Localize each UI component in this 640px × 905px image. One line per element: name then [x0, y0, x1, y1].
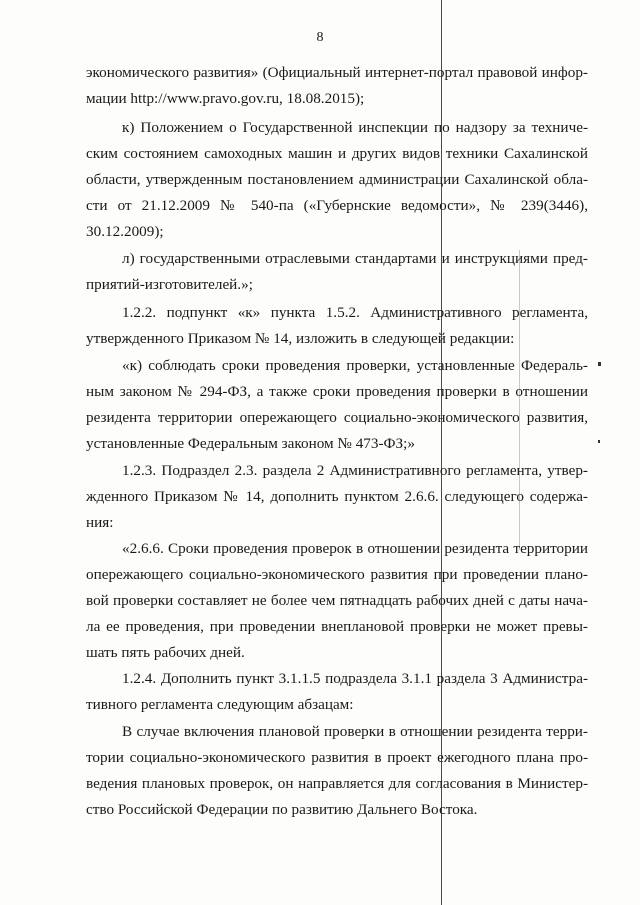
- scan-speck: [598, 362, 601, 366]
- paragraph-8-line: 1.2.4. Дополнить пункт 3.1.1.5 подраздела 3.1.1 раздела 3 Администра-: [122, 670, 588, 687]
- paragraph-4-line: утвержденного Приказом № 14, изложить в следующей редакции:: [86, 330, 515, 347]
- paragraph-6-line: жденного Приказом № 14, дополнить пунктом 2.6.6. следующего содержа-: [86, 488, 588, 505]
- paragraph-2-line: сти от 21.12.2009 № 540-па («Губернские ведомости», № 239(3446),: [86, 197, 588, 214]
- paragraph-2-line: 30.12.2009);: [86, 223, 164, 240]
- paragraph-5-line: ным законом № 294-ФЗ, а также сроки проведения проверки в отношении: [86, 383, 588, 400]
- paragraph-7-line: опережающего социально-экономического развития при проведении плано-: [86, 566, 588, 583]
- paragraph-7-line: шать пять рабочих дней.: [86, 644, 245, 661]
- paragraph-9-line: ведения плановых проверок, он направляется для согласования в Министер-: [86, 775, 588, 792]
- paragraph-9-line: тории социально-экономического развития в проект ежегодного плана про-: [86, 749, 588, 766]
- scan-speck: [598, 440, 600, 443]
- paragraph-9-line: В случае включения плановой проверки в отношении резидента терри-: [122, 723, 588, 740]
- page-number: 8: [316, 30, 324, 45]
- paragraph-7-line: вой проверки составляет не более чем пятнадцать рабочих дней с даты нача-: [86, 592, 588, 609]
- paragraph-6-line: 1.2.3. Подраздел 2.3. раздела 2 Административного регламента, утвер-: [122, 462, 588, 479]
- paragraph-1-line: мации http://www.pravo.gov.ru, 18.08.2015);: [86, 90, 365, 107]
- paragraph-6-line: ния:: [86, 514, 114, 531]
- paragraph-7-line: ла ее проведения, при проведении внеплановой проверки не может превы-: [86, 618, 588, 635]
- paragraph-2-line: ским состоянием самоходных машин и других видов техники Сахалинской: [86, 145, 588, 162]
- paragraph-5-line: установленные Федеральным законом № 473-ФЗ;»: [86, 435, 415, 452]
- paragraph-3-line: приятий-изготовителей.»;: [86, 276, 253, 293]
- paragraph-5-line: резидента территории опережающего социально-экономического развития,: [86, 409, 588, 426]
- paragraph-9-line: ство Российской Федерации по развитию Дальнего Востока.: [86, 801, 478, 818]
- paragraph-2-line: области, утвержденным постановлением администрации Сахалинской обла-: [86, 171, 588, 188]
- paragraph-5-line: «к) соблюдать сроки проведения проверки, установленные Федераль-: [122, 357, 588, 374]
- paragraph-8-line: тивного регламента следующим абзацам:: [86, 696, 354, 713]
- paragraph-2-line: к) Положением о Государственной инспекции по надзору за техниче-: [122, 119, 588, 136]
- paragraph-7-line: «2.6.6. Сроки проведения проверок в отношении резидента территории: [122, 540, 588, 557]
- paragraph-4-line: 1.2.2. подпункт «к» пункта 1.5.2. Административного регламента,: [122, 304, 588, 321]
- paragraph-3-line: л) государственными отраслевыми стандартами и инструкциями пред-: [122, 250, 588, 267]
- paragraph-1-line: экономического развития» (Официальный интернет-портал правовой инфор-: [86, 64, 588, 81]
